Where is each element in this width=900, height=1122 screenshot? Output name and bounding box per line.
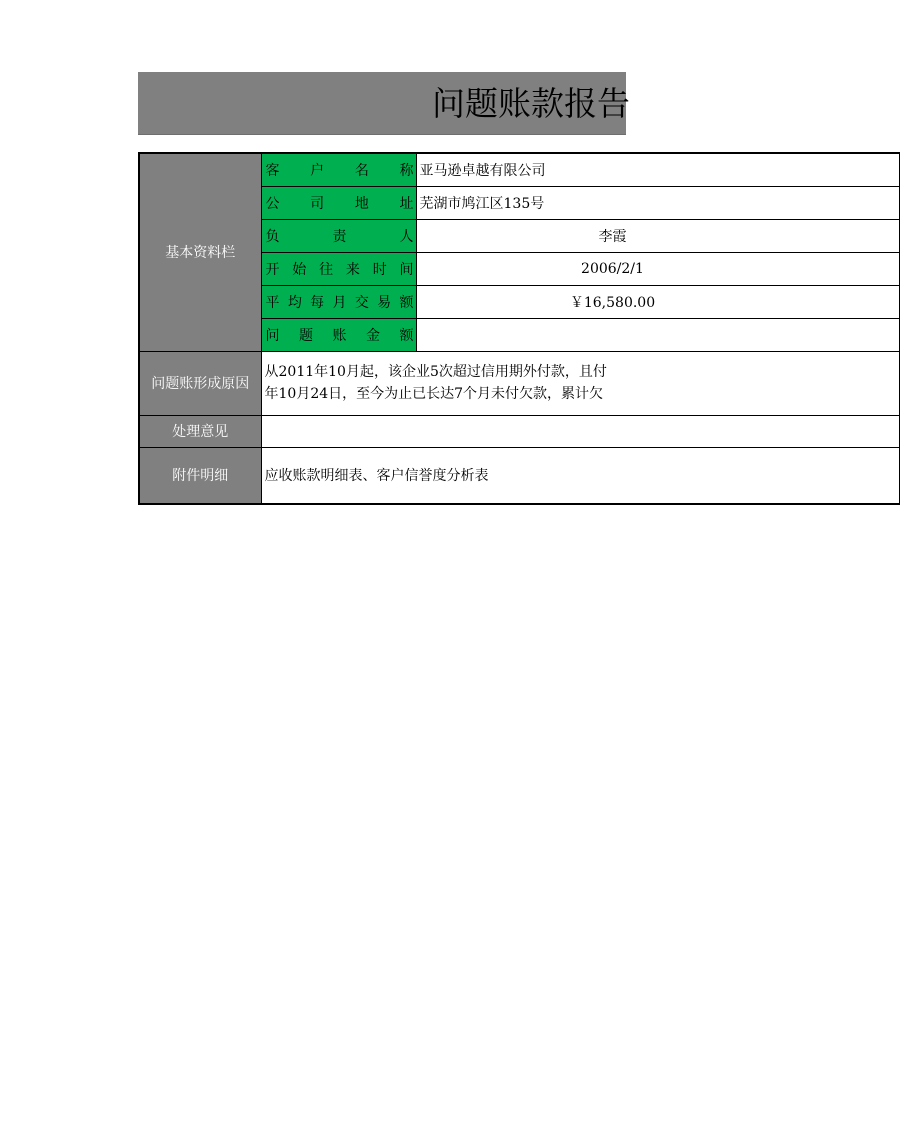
table-row xyxy=(139,447,899,504)
reason-line-2: 年10月24日，至今为止已长达7个月未付欠款，累计欠 xyxy=(264,386,604,402)
report-sheet xyxy=(138,72,656,512)
report-title: 问题账款报告 xyxy=(432,84,630,123)
reason-label: 问题账形成原因 xyxy=(139,351,261,415)
reason-value[interactable] xyxy=(261,351,899,415)
label-monthly-volume: 平均每月交易额 xyxy=(261,285,416,318)
table-row xyxy=(139,351,899,415)
label-start-date: 开始往来时间 xyxy=(261,252,416,285)
table-row xyxy=(139,415,899,447)
label-problem-amount: 问题账金额 xyxy=(261,318,416,351)
label-person-in-charge: 负责人 xyxy=(261,219,416,252)
value-problem-amount[interactable] xyxy=(416,318,899,351)
basic-info-section-label: 基本资料栏 xyxy=(139,153,261,351)
value-customer-name[interactable]: 亚马逊卓越有限公司 xyxy=(416,153,899,186)
value-person-in-charge[interactable]: 李霞 xyxy=(416,219,899,252)
label-company-address: 公司地址 xyxy=(261,186,416,219)
label-customer-name: 客户名称 xyxy=(261,153,416,186)
handling-value[interactable] xyxy=(261,415,899,447)
value-start-date[interactable]: 2006/2/1 xyxy=(416,252,899,285)
attachments-label: 附件明细 xyxy=(139,447,261,504)
title-bar xyxy=(138,72,630,135)
table-row xyxy=(139,153,899,186)
value-monthly-volume[interactable]: ￥16,580.00 xyxy=(416,285,899,318)
value-company-address[interactable]: 芜湖市鸠江区135号 xyxy=(416,186,899,219)
attachments-value[interactable]: 应收账款明细表、客户信誉度分析表 xyxy=(261,447,899,504)
handling-label: 处理意见 xyxy=(139,415,261,447)
report-table xyxy=(138,152,900,505)
reason-line-1: 从2011年10月起，该企业5次超过信用期外付款，且付 xyxy=(264,364,607,380)
